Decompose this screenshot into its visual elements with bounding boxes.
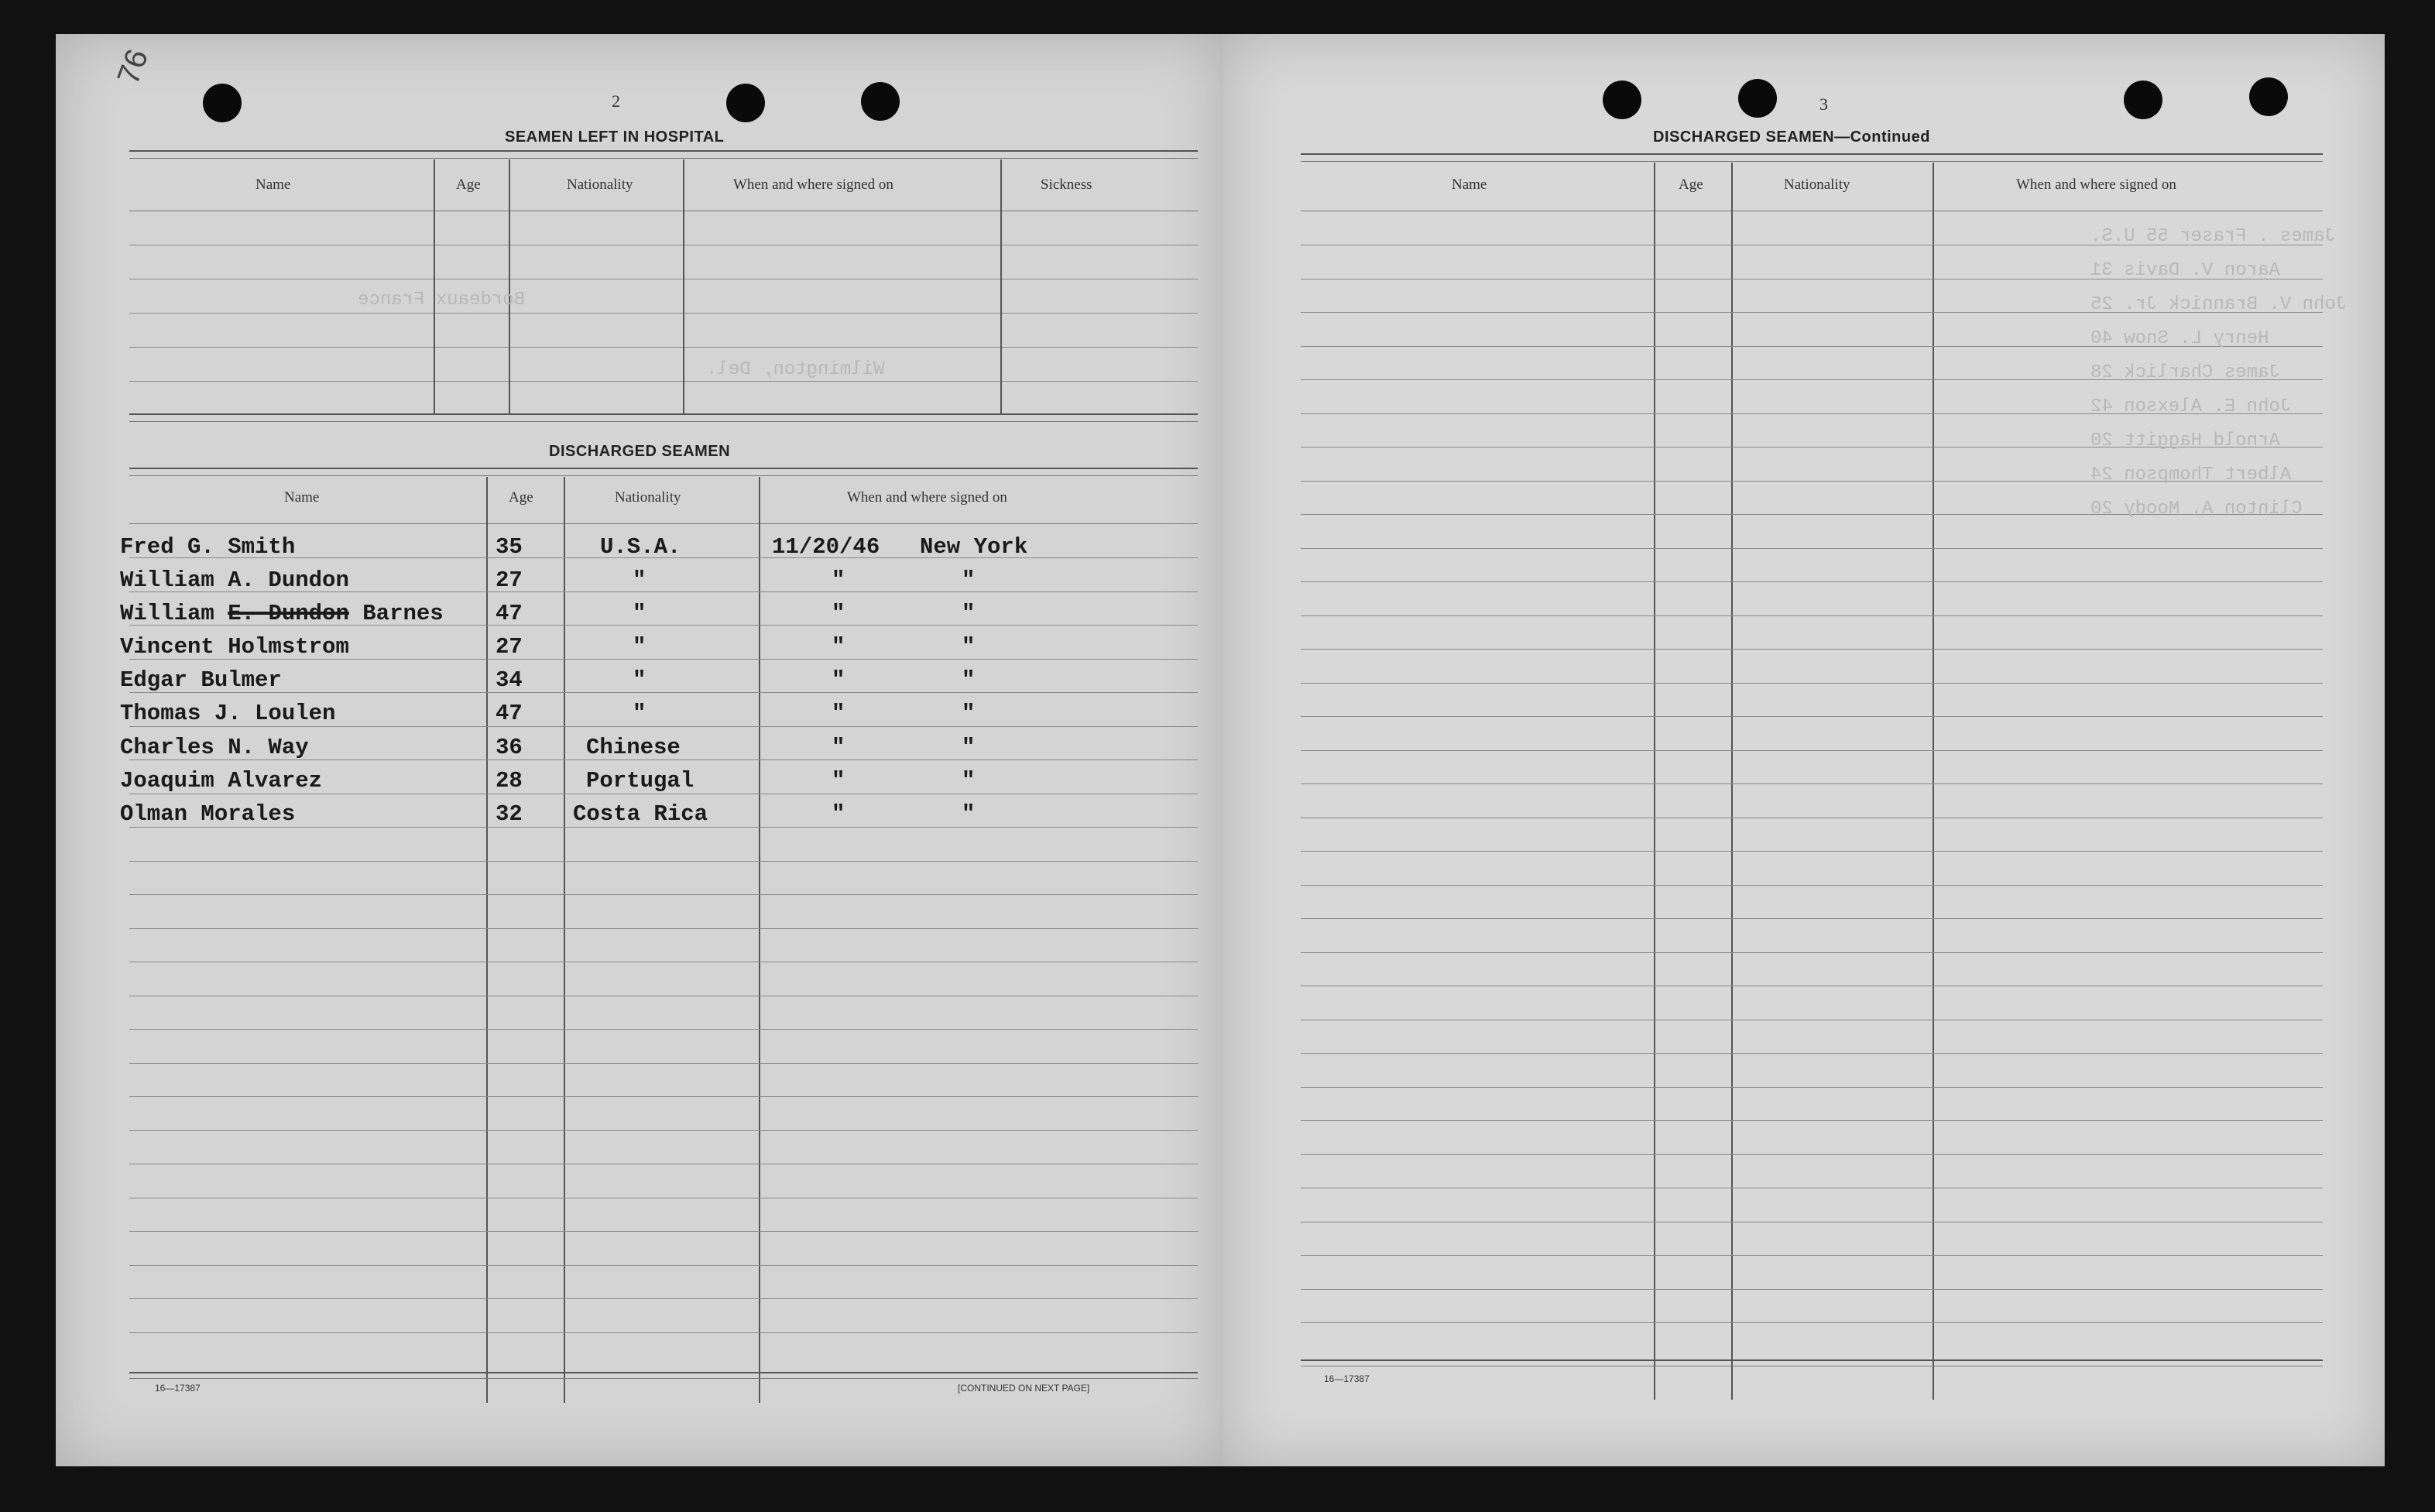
bleed-through: Wilmington, Del. [706, 359, 885, 380]
seaman-nationality: " [633, 601, 646, 626]
seaman-name: Thomas J. Loulen [120, 701, 336, 726]
seaman-signed-date: " [832, 567, 845, 593]
hospital-bottom-rule-2 [129, 421, 1198, 422]
row-line [1301, 750, 2323, 751]
col-divider [1000, 159, 1002, 413]
row-line [129, 1332, 1198, 1333]
discharged-header-nationality: Nationality [615, 489, 681, 506]
row-line [1301, 1120, 2323, 1121]
punch-hole [1738, 79, 1777, 118]
seaman-signed-place: " [962, 801, 976, 827]
seaman-nationality: U.S.A. [600, 534, 681, 560]
seaman-age: 32 [496, 801, 523, 827]
seaman-signed-date: " [832, 735, 845, 760]
row-line [129, 347, 1198, 348]
seaman-signed-date: " [832, 701, 845, 726]
row-line [1301, 952, 2323, 953]
hospital-bottom-rule [129, 413, 1198, 415]
form-number: 16—17387 [1324, 1373, 1370, 1384]
hospital-header-name: Name [256, 177, 291, 193]
seaman-age: 27 [496, 634, 523, 660]
seaman-age: 28 [496, 768, 523, 794]
seaman-age: 27 [496, 567, 523, 593]
row-line [129, 692, 1198, 693]
right-page [1223, 34, 2385, 1466]
seaman-age: 47 [496, 701, 523, 726]
row-line [129, 1265, 1198, 1266]
bleed-through: Aaron V. Davis 31 [2090, 260, 2280, 281]
bleed-through: John V. Brannick Jr. 25 [2090, 294, 2348, 315]
punch-hole [2124, 81, 2162, 119]
right-header-age: Age [1679, 177, 1703, 193]
discharged-section-title: DISCHARGED SEAMEN [549, 443, 731, 460]
right-top-rule [1301, 153, 2323, 155]
row-line [129, 1130, 1198, 1131]
right-top-rule-2 [1301, 161, 2323, 162]
seaman-name: Charles N. Way [120, 735, 309, 760]
page-number: 3 [1819, 94, 1828, 114]
seaman-signed-place: " [962, 735, 976, 760]
row-line [1301, 783, 2323, 784]
seaman-signed-place: " [962, 667, 976, 693]
seaman-name-corrected: Barnes [348, 601, 444, 626]
seaman-nationality: " [633, 667, 646, 693]
discharged-header-signed: When and where signed on [847, 489, 1007, 506]
discharged-header-name: Name [284, 489, 320, 506]
page-number: 2 [612, 91, 620, 111]
seaman-signed-date: " [832, 634, 845, 660]
row-line [1301, 885, 2323, 886]
bleed-through: Bordeaux France [358, 290, 526, 310]
punch-hole [1603, 81, 1641, 119]
seaman-signed-place: " [962, 768, 976, 794]
seaman-name: Vincent Holmstrom [120, 634, 349, 660]
bleed-through: James Charlick 28 [2090, 362, 2280, 383]
discharged-bottom-rule-2 [129, 1378, 1198, 1379]
seaman-name: Fred G. Smith [120, 534, 296, 560]
punch-hole [203, 84, 242, 122]
seaman-nationality: " [633, 701, 646, 726]
col-divider [1654, 163, 1655, 1400]
hospital-header-signed: When and where signed on [733, 177, 893, 193]
right-bottom-rule [1301, 1359, 2323, 1361]
right-header-name: Name [1452, 177, 1487, 193]
seaman-name: Edgar Bulmer [120, 667, 282, 693]
seaman-name-first: William [120, 601, 228, 626]
row-line [1301, 716, 2323, 717]
seaman-signed-place: New York [920, 534, 1028, 560]
seaman-signed-date: " [832, 601, 845, 626]
punch-hole [2249, 77, 2288, 116]
hospital-top-rule [129, 150, 1198, 152]
row-line [129, 894, 1198, 895]
row-line [1301, 683, 2323, 684]
bleed-through: Henry L. Snow 40 [2090, 328, 2269, 349]
col-divider [434, 159, 435, 413]
seaman-name-struck: E. Dundon [228, 601, 349, 626]
row-line [1301, 581, 2323, 582]
seaman-nationality: " [633, 567, 646, 593]
hospital-section-title: SEAMEN LEFT IN HOSPITAL [505, 129, 725, 146]
row-line [129, 861, 1198, 862]
col-divider [1933, 163, 1934, 1400]
right-section-title: DISCHARGED SEAMEN—Continued [1653, 129, 1930, 146]
seaman-nationality: Chinese [586, 735, 681, 760]
discharged-top-rule-2 [129, 475, 1198, 476]
seaman-signed-place: " [962, 601, 976, 626]
left-page [56, 34, 1223, 1466]
seaman-signed-place: " [962, 634, 976, 660]
discharged-top-rule [129, 468, 1198, 469]
seaman-name: William A. Dundon [120, 567, 349, 593]
row-line [129, 381, 1198, 382]
seaman-name [120, 601, 444, 626]
corner-mark: 76 [111, 44, 156, 89]
row-line [1301, 615, 2323, 616]
seaman-nationality: " [633, 634, 646, 660]
hospital-header-age: Age [456, 177, 481, 193]
hospital-top-rule-2 [129, 158, 1198, 159]
seaman-age: 35 [496, 534, 523, 560]
hospital-header-nationality: Nationality [567, 177, 633, 193]
row-line [129, 928, 1198, 929]
seaman-signed-date: " [832, 801, 845, 827]
discharged-bottom-rule [129, 1372, 1198, 1373]
col-divider [509, 159, 510, 413]
row-line [129, 1029, 1198, 1030]
bleed-through: Arnold Haggitt 20 [2090, 430, 2280, 451]
col-divider [683, 159, 684, 413]
seaman-nationality: Costa Rica [573, 801, 708, 827]
seaman-signed-place: " [962, 701, 976, 726]
col-divider [1731, 163, 1733, 1400]
row-line [1301, 918, 2323, 919]
row-line [1301, 1154, 2323, 1155]
punch-hole [861, 82, 900, 121]
seaman-nationality: Portugal [586, 768, 694, 794]
discharged-header-rule [129, 523, 1198, 524]
right-header-signed: When and where signed on [2016, 177, 2176, 193]
row-line [1301, 1053, 2323, 1054]
row-line [1301, 1289, 2323, 1290]
hospital-header-sickness: Sickness [1041, 177, 1092, 193]
seaman-signed-place: " [962, 567, 976, 593]
right-header-nationality: Nationality [1784, 177, 1850, 193]
seaman-signed-date: " [832, 768, 845, 794]
row-line [1301, 1087, 2323, 1088]
row-line [129, 827, 1198, 828]
punch-hole [726, 84, 765, 122]
seaman-name: Olman Morales [120, 801, 296, 827]
row-line [1301, 1255, 2323, 1256]
bleed-through: Clinton A. Moody 20 [2090, 499, 2303, 519]
row-line [129, 1096, 1198, 1097]
row-line [129, 1063, 1198, 1064]
row-line [1301, 1322, 2323, 1323]
bleed-through: Albert Thompson 24 [2090, 465, 2292, 485]
seaman-signed-date: " [832, 667, 845, 693]
seaman-age: 47 [496, 601, 523, 626]
row-line [129, 313, 1198, 314]
seaman-age: 36 [496, 735, 523, 760]
seaman-signed-date: 11/20/46 [772, 534, 880, 560]
bleed-through: James . Fraser 55 U.S. [2090, 226, 2336, 247]
seaman-name: Joaquim Alvarez [120, 768, 323, 794]
discharged-header-age: Age [509, 489, 533, 506]
row-line [1301, 548, 2323, 549]
row-line [1301, 851, 2323, 852]
row-line [129, 1298, 1198, 1299]
seaman-age: 34 [496, 667, 523, 693]
row-line [1301, 649, 2323, 650]
row-line [129, 1231, 1198, 1232]
bleed-through: John E. Alexson 42 [2090, 396, 2292, 417]
form-number: 16—17387 [155, 1383, 201, 1394]
continued-note: [CONTINUED ON NEXT PAGE] [958, 1383, 1090, 1394]
